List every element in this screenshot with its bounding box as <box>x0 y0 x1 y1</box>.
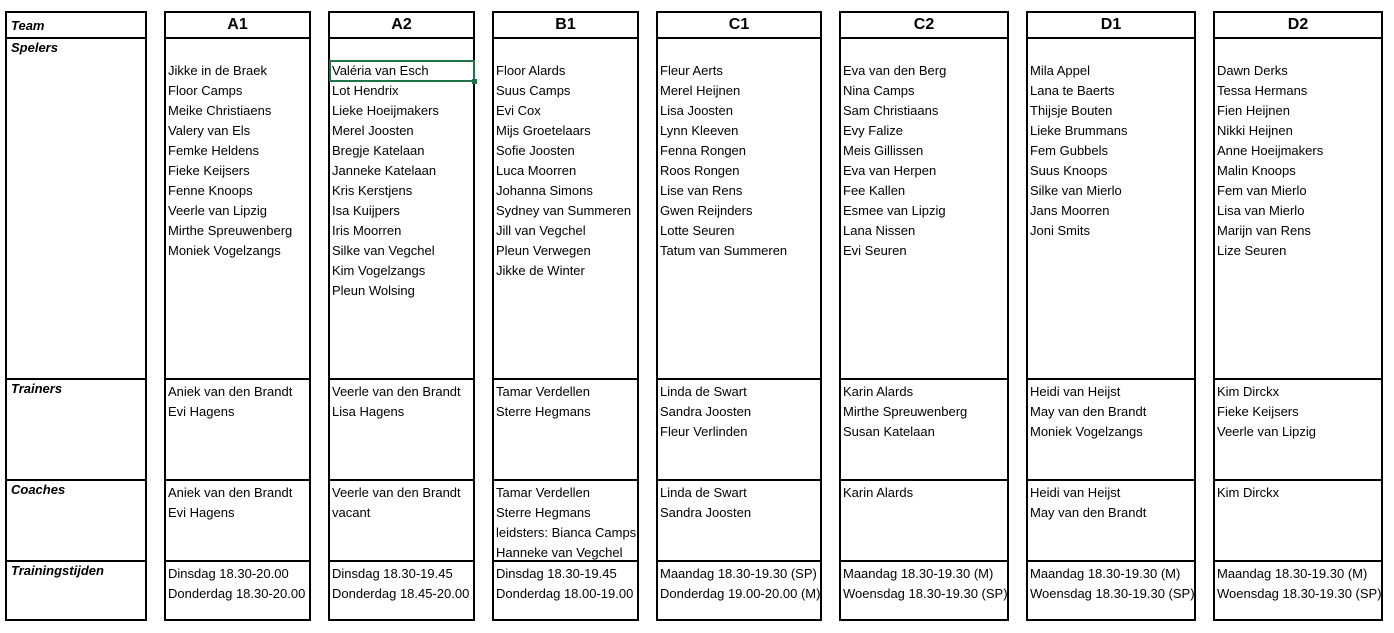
coaches-entry[interactable]: Aniek van den Brandt <box>168 485 293 500</box>
coaches-entry[interactable]: Evi Hagens <box>168 505 235 520</box>
spelers-entry[interactable]: Lynn Kleeven <box>660 123 739 138</box>
coaches-entry[interactable]: vacant <box>332 505 371 520</box>
coaches-label: Coaches <box>11 482 66 497</box>
coaches-entry[interactable]: Hanneke van Vegchel <box>496 545 623 560</box>
spelers-entry[interactable]: Kris Kerstjens <box>332 183 413 198</box>
spelers-entry[interactable]: Silke van Mierlo <box>1030 183 1122 198</box>
trainers-list <box>843 382 967 442</box>
spelers-cell-c1 <box>656 37 822 380</box>
spelers-entry[interactable]: Fenna Rongen <box>660 143 747 158</box>
spelers-entry[interactable]: Esmee van Lipzig <box>843 203 946 218</box>
spelers-entry[interactable]: Sam Christiaans <box>843 103 939 118</box>
spelers-list <box>1030 61 1128 241</box>
trainingstijden-cell-a1 <box>164 560 311 621</box>
spelers-entry[interactable]: Joni Smits <box>1030 223 1090 238</box>
coaches-list <box>332 483 461 523</box>
spelers-entry[interactable]: Fleur Aerts <box>660 63 723 78</box>
spelers-entry[interactable]: Lieke Hoeijmakers <box>332 103 439 118</box>
spelers-entry[interactable]: Suus Knoops <box>1030 163 1108 178</box>
spelers-entry[interactable]: Anne Hoeijmakers <box>1217 143 1324 158</box>
spelers-cell-a1 <box>164 37 311 380</box>
spelers-entry[interactable]: Bregje Katelaan <box>332 143 425 158</box>
spelers-entry[interactable]: Lieke Brummans <box>1030 123 1128 138</box>
spelers-entry[interactable]: Lize Seuren <box>1217 243 1287 258</box>
spelers-entry[interactable]: Floor Alards <box>496 63 566 78</box>
coaches-cell-b1 <box>492 479 639 562</box>
coaches-cell-d2 <box>1213 479 1383 562</box>
trainingstijden-entry[interactable]: Donderdag 18.00-19.00 <box>496 586 634 601</box>
coaches-entry[interactable]: leidsters: Bianca Camps <box>496 525 637 540</box>
trainers-entry[interactable]: Veerle van Lipzig <box>1217 424 1317 439</box>
spelers-entry[interactable]: Fieke Keijsers <box>168 163 250 178</box>
trainers-cell-b1 <box>492 378 639 481</box>
trainers-label-cell[interactable] <box>5 378 147 481</box>
trainers-cell-c1 <box>656 378 822 481</box>
trainers-entry[interactable]: Fleur Verlinden <box>660 424 748 439</box>
trainingstijden-list <box>1030 564 1195 604</box>
spelers-entry[interactable]: Pleun Verwegen <box>496 243 591 258</box>
team-header-a1[interactable]: A1 <box>164 11 311 39</box>
trainers-label: Trainers <box>11 381 63 396</box>
trainingstijden-label: Trainingstijden <box>11 563 104 578</box>
trainers-cell-d1 <box>1026 378 1196 481</box>
spelers-entry[interactable]: Johanna Simons <box>496 183 593 198</box>
trainingstijden-entry[interactable]: Donderdag 18.30-20.00 <box>168 586 306 601</box>
trainers-entry[interactable]: Evi Hagens <box>168 404 235 419</box>
trainers-entry[interactable]: May van den Brandt <box>1030 404 1147 419</box>
team-label: Team <box>11 18 45 33</box>
team-label-cell[interactable] <box>5 11 147 39</box>
trainers-entry[interactable]: Sandra Joosten <box>660 404 752 419</box>
spelers-entry[interactable]: Jikke in de Braek <box>168 63 267 78</box>
spelers-entry[interactable]: Veerle van Lipzig <box>168 203 268 218</box>
spelers-cell-a2 <box>328 37 475 380</box>
coaches-list <box>660 483 751 523</box>
trainers-cell-a2 <box>328 378 475 481</box>
spelers-entry[interactable]: Fien Heijnen <box>1217 103 1290 118</box>
trainers-entry[interactable]: Tamar Verdellen <box>496 384 590 399</box>
coaches-entry[interactable]: Linda de Swart <box>660 485 747 500</box>
trainingstijden-entry[interactable]: Maandag 18.30-19.30 (M) <box>1030 566 1181 581</box>
team-header-a2[interactable]: A2 <box>328 11 475 39</box>
coaches-cell-d1 <box>1026 479 1196 562</box>
coaches-entry[interactable]: Heidi van Heijst <box>1030 485 1121 500</box>
spelers-entry[interactable]: Lot Hendrix <box>332 83 399 98</box>
coaches-list <box>496 483 636 563</box>
spelers-cell-b1 <box>492 37 639 380</box>
spelers-entry[interactable]: Mila Appel <box>1030 63 1090 78</box>
spelers-entry[interactable]: Mijs Groetelaars <box>496 123 591 138</box>
spelers-list <box>843 61 946 261</box>
trainers-cell-a1 <box>164 378 311 481</box>
spelers-entry[interactable]: Lisa Joosten <box>660 103 733 118</box>
coaches-cell-c2 <box>839 479 1009 562</box>
spelers-entry[interactable]: Jans Moorren <box>1030 203 1110 218</box>
spelers-entry[interactable]: Valéria van Esch <box>330 61 474 81</box>
coaches-cell-c1 <box>656 479 822 562</box>
spelers-entry[interactable]: Merel Joosten <box>332 123 414 138</box>
spelers-list <box>1217 61 1323 261</box>
spelers-entry[interactable]: Floor Camps <box>168 83 243 98</box>
trainingstijden-cell-d1 <box>1026 560 1196 621</box>
spelers-cell-d2 <box>1213 37 1383 380</box>
team-column-d1 <box>1026 11 1196 621</box>
trainingstijden-label-cell[interactable] <box>5 560 147 621</box>
team-header-c1[interactable]: C1 <box>656 11 822 39</box>
trainingstijden-cell-c2 <box>839 560 1009 621</box>
spelers-label: Spelers <box>11 40 58 55</box>
trainingstijden-list <box>496 564 633 604</box>
spelers-entry[interactable]: Nikki Heijnen <box>1217 123 1293 138</box>
spelers-entry[interactable]: Roos Rongen <box>660 163 740 178</box>
spelers-entry[interactable]: Jikke de Winter <box>496 263 585 278</box>
spelers-entry[interactable]: Luca Moorren <box>496 163 577 178</box>
spelers-entry[interactable]: Femke Heldens <box>168 143 260 158</box>
trainingstijden-entry[interactable]: Donderdag 18.45-20.00 <box>332 586 470 601</box>
spelers-entry[interactable]: Eva van den Berg <box>843 63 947 78</box>
trainingstijden-list <box>332 564 469 604</box>
trainingstijden-entry[interactable]: Dinsdag 18.30-19.45 <box>332 566 453 581</box>
coaches-entry[interactable]: Sterre Hegmans <box>496 505 591 520</box>
trainingstijden-entry[interactable]: Donderdag 19.00-20.00 (M) <box>660 586 821 601</box>
spelers-entry[interactable]: Evi Seuren <box>843 243 907 258</box>
trainingstijden-list <box>1217 564 1382 604</box>
trainers-entry[interactable]: Mirthe Spreuwenberg <box>843 404 968 419</box>
coaches-cell-a2 <box>328 479 475 562</box>
spelers-entry[interactable]: Merel Heijnen <box>660 83 741 98</box>
spelers-entry[interactable]: Eva van Herpen <box>843 163 937 178</box>
team-header-c2[interactable]: C2 <box>839 11 1009 39</box>
trainingstijden-cell-b1 <box>492 560 639 621</box>
spelers-entry[interactable]: Moniek Vogelzangs <box>168 243 281 258</box>
spelers-entry[interactable]: Lisa van Mierlo <box>1217 203 1305 218</box>
spelers-cell-c2 <box>839 37 1009 380</box>
spelers-list <box>168 61 292 261</box>
trainingstijden-entry[interactable]: Dinsdag 18.30-20.00 <box>168 566 289 581</box>
trainers-entry[interactable]: Heidi van Heijst <box>1030 384 1121 399</box>
trainers-cell-c2 <box>839 378 1009 481</box>
trainingstijden-cell-c1 <box>656 560 822 621</box>
spelers-entry[interactable]: Fem van Mierlo <box>1217 183 1307 198</box>
spelers-entry[interactable]: Valery van Els <box>168 123 251 138</box>
team-column-a1 <box>164 11 311 621</box>
spelers-entry[interactable]: Iris Moorren <box>332 223 402 238</box>
spelers-list <box>332 61 474 301</box>
spelers-entry[interactable]: Malin Knoops <box>1217 163 1296 178</box>
spelers-entry[interactable]: Tessa Hermans <box>1217 83 1308 98</box>
trainingstijden-cell-a2 <box>328 560 475 621</box>
label-column <box>5 11 147 621</box>
coaches-list <box>1030 483 1146 523</box>
spelers-list <box>496 61 631 281</box>
spelers-entry[interactable]: Lana Nissen <box>843 223 916 238</box>
coaches-label-cell[interactable] <box>5 479 147 562</box>
spelers-entry[interactable]: Fem Gubbels <box>1030 143 1109 158</box>
spelers-entry[interactable]: Jill van Vegchel <box>496 223 586 238</box>
spelers-entry[interactable]: Fenne Knoops <box>168 183 253 198</box>
trainers-list <box>1217 382 1316 442</box>
spelers-entry[interactable]: Marijn van Rens <box>1217 223 1311 238</box>
spelers-entry[interactable]: Fee Kallen <box>843 183 906 198</box>
spelers-entry[interactable]: Silke van Vegchel <box>332 243 435 258</box>
spelers-entry[interactable]: Pleun Wolsing <box>332 283 415 298</box>
trainers-entry[interactable]: Lisa Hagens <box>332 404 405 419</box>
trainingstijden-list <box>660 564 820 604</box>
spelers-entry[interactable]: Lotte Seuren <box>660 223 735 238</box>
team-header-d1[interactable]: D1 <box>1026 11 1196 39</box>
spelers-entry[interactable]: Suus Camps <box>496 83 571 98</box>
spelers-entry[interactable]: Kim Vogelzangs <box>332 263 426 278</box>
coaches-list <box>168 483 292 523</box>
spelers-entry[interactable]: Dawn Derks <box>1217 63 1288 78</box>
spelers-entry[interactable]: Tatum van Summeren <box>660 243 788 258</box>
trainingstijden-entry[interactable]: Maandag 18.30-19.30 (M) <box>843 566 994 581</box>
spelers-entry[interactable]: Evy Falize <box>843 123 903 138</box>
team-column-c1 <box>656 11 822 621</box>
coaches-entry[interactable]: Kim Dirckx <box>1217 485 1280 500</box>
spelers-entry[interactable]: Isa Kuijpers <box>332 203 400 218</box>
spelers-entry[interactable]: Sofie Joosten <box>496 143 575 158</box>
trainers-entry[interactable]: Kim Dirckx <box>1217 384 1280 399</box>
trainingstijden-entry[interactable]: Maandag 18.30-19.30 (SP) <box>660 566 817 581</box>
spelers-entry[interactable]: Meike Christiaens <box>168 103 272 118</box>
spelers-entry[interactable]: Evi Cox <box>496 103 541 118</box>
trainers-cell-d2 <box>1213 378 1383 481</box>
trainers-list <box>168 382 292 422</box>
trainingstijden-entry[interactable]: Maandag 18.30-19.30 (M) <box>1217 566 1368 581</box>
trainers-entry[interactable]: Karin Alards <box>843 384 914 399</box>
trainers-entry[interactable]: Aniek van den Brandt <box>168 384 293 399</box>
trainingstijden-list <box>168 564 305 604</box>
coaches-entry[interactable]: Karin Alards <box>843 485 914 500</box>
trainers-entry[interactable]: Veerle van den Brandt <box>332 384 461 399</box>
trainers-entry[interactable]: Moniek Vogelzangs <box>1030 424 1143 439</box>
trainingstijden-cell-d2 <box>1213 560 1383 621</box>
spelers-entry[interactable]: Meis Gillissen <box>843 143 924 158</box>
spelers-cell-d1 <box>1026 37 1196 380</box>
trainingstijden-entry[interactable]: Dinsdag 18.30-19.45 <box>496 566 617 581</box>
spelers-entry[interactable]: Thijsje Bouten <box>1030 103 1113 118</box>
coaches-list <box>1217 483 1279 503</box>
team-column-a2 <box>328 11 475 621</box>
coaches-entry[interactable]: Sandra Joosten <box>660 505 752 520</box>
trainers-list <box>660 382 751 442</box>
team-header-d2[interactable]: D2 <box>1213 11 1383 39</box>
trainingstijden-list <box>843 564 1008 604</box>
coaches-entry[interactable]: May van den Brandt <box>1030 505 1147 520</box>
spelers-entry[interactable]: Janneke Katelaan <box>332 163 437 178</box>
team-header-b1[interactable]: B1 <box>492 11 639 39</box>
coaches-list <box>843 483 913 503</box>
trainers-entry[interactable]: Sterre Hegmans <box>496 404 591 419</box>
spelers-label-cell[interactable] <box>5 37 147 380</box>
trainers-entry[interactable]: Susan Katelaan <box>843 424 935 439</box>
coaches-cell-a1 <box>164 479 311 562</box>
trainers-list <box>332 382 461 422</box>
trainers-entry[interactable]: Fieke Keijsers <box>1217 404 1299 419</box>
trainers-list <box>1030 382 1146 442</box>
spelers-entry[interactable]: Gwen Reijnders <box>660 203 753 218</box>
spelers-entry[interactable]: Sydney van Summeren <box>496 203 632 218</box>
trainingstijden-entry[interactable]: Woensdag 18.30-19.30 (SP) <box>1217 586 1382 601</box>
team-column-b1 <box>492 11 639 621</box>
spelers-entry[interactable]: Lise van Rens <box>660 183 743 198</box>
trainers-entry[interactable]: Linda de Swart <box>660 384 747 399</box>
coaches-entry[interactable]: Tamar Verdellen <box>496 485 590 500</box>
spelers-entry[interactable]: Mirthe Spreuwenberg <box>168 223 293 238</box>
trainingstijden-entry[interactable]: Woensdag 18.30-19.30 (SP) <box>843 586 1008 601</box>
team-column-d2 <box>1213 11 1383 621</box>
team-column-c2 <box>839 11 1009 621</box>
spelers-entry[interactable]: Lana te Baerts <box>1030 83 1115 98</box>
spelers-entry[interactable]: Nina Camps <box>843 83 915 98</box>
trainingstijden-entry[interactable]: Woensdag 18.30-19.30 (SP) <box>1030 586 1195 601</box>
trainers-list <box>496 382 591 422</box>
coaches-entry[interactable]: Veerle van den Brandt <box>332 485 461 500</box>
spelers-list <box>660 61 787 261</box>
